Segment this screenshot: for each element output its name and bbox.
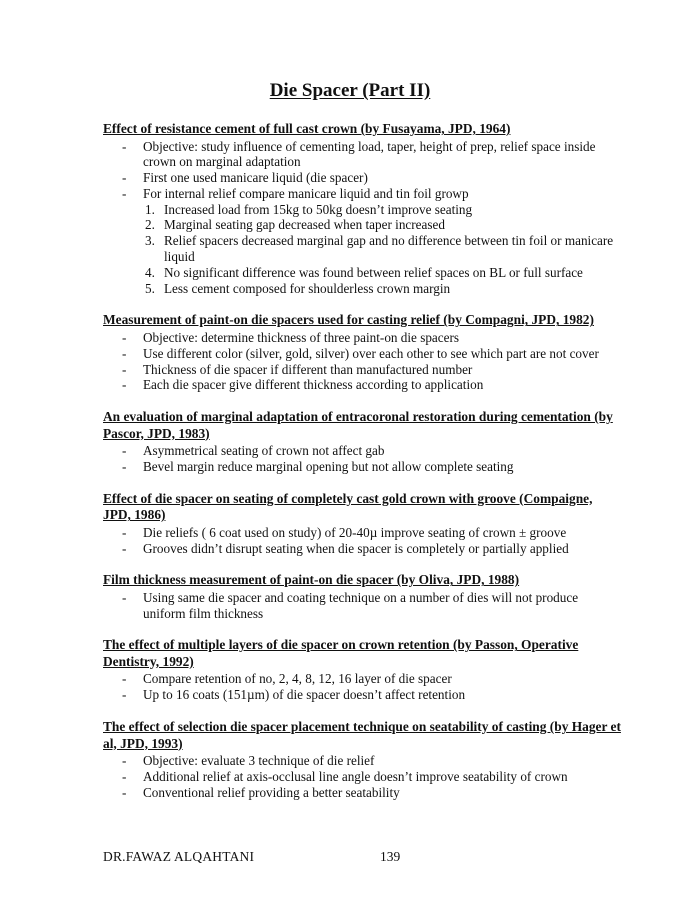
list-item (122, 138, 623, 171)
section-compaigne-1986 (103, 491, 623, 557)
list-item-text: Asymmetrical seating of crown not affect gab (143, 443, 385, 459)
section-heading: Measurement of paint-on die spacers used for casting relief (by Compagni, JPD, 1982) (103, 312, 594, 328)
list-item (122, 329, 623, 346)
numbered-item-text: Relief spacers decreased marginal gap and no difference between tin foil or manicare liquid (164, 233, 614, 265)
number-marker: 5. (145, 280, 155, 296)
list-item-text: Compare retention of no, 2, 4, 8, 12, 16 layer of die spacer (143, 671, 452, 687)
section-fusayama-1964 (103, 121, 623, 296)
number-marker: 2. (145, 217, 155, 233)
section-heading: The effect of selection die spacer placement technique on seatability of casting (by Hager et al, JPD, 1993) (103, 719, 621, 751)
page-title: Die Spacer (Part II) (269, 80, 431, 101)
numbered-item-text: Less cement composed for shoulderless crown margin (164, 280, 451, 296)
list-item-text: First one used manicare liquid (die spacer) (143, 170, 368, 186)
section-pascor-1983 (103, 409, 623, 475)
dash-marker: - (122, 361, 127, 377)
numbered-item (145, 217, 623, 233)
list-item (122, 458, 623, 475)
dash-marker: - (122, 377, 127, 393)
section-heading: Effect of resistance cement of full cast crown (by Fusayama, JPD, 1964) (103, 121, 511, 136)
section-heading: An evaluation of marginal adaptation of entracoronal restoration during cementation (by Pascor, JPD, 1983) (103, 409, 613, 441)
bullet-list (103, 330, 623, 393)
bullet-list (103, 139, 623, 202)
list-item (122, 671, 623, 687)
section-compagni-1982 (103, 312, 623, 393)
dash-marker: - (122, 671, 127, 687)
number-marker: 3. (145, 233, 155, 249)
list-item (122, 784, 623, 801)
list-item-text: Additional relief at axis-occlusal line angle doesn’t improve seatability of crown (143, 768, 568, 784)
numbered-list (103, 202, 623, 297)
bullet-list (103, 525, 623, 557)
document-body (103, 121, 623, 816)
dash-marker: - (122, 524, 127, 540)
dash-marker: - (122, 540, 127, 556)
list-item (122, 443, 623, 459)
list-item (122, 753, 623, 769)
list-item-text: Objective: determine thickness of three paint-on die spacers (143, 329, 460, 345)
bullet-list (103, 671, 623, 703)
numbered-item-text: Increased load from 15kg to 50kg doesn’t improve seating (164, 201, 473, 217)
bullet-list (103, 443, 623, 475)
numbered-item-text: Marginal seating gap decreased when taper increased (164, 217, 445, 233)
dash-marker: - (122, 138, 127, 154)
dash-marker: - (122, 768, 127, 784)
dash-marker: - (122, 784, 127, 800)
list-item (122, 361, 623, 378)
list-item-text: Grooves didn’t disrupt seating when die spacer is completely or partially applied (143, 540, 569, 556)
numbered-item (145, 280, 623, 297)
page-number: 139 (380, 849, 401, 864)
bullet-list (103, 753, 623, 800)
section-passon-1992 (103, 637, 623, 703)
dash-marker: - (122, 185, 127, 201)
list-item-text: Conventional relief providing a better seatability (143, 784, 400, 800)
number-marker: 4. (145, 264, 155, 280)
dash-marker: - (122, 345, 127, 361)
list-item (122, 377, 623, 393)
list-item-text: For internal relief compare manicare liquid and tin foil growp (143, 185, 469, 201)
section-heading: The effect of multiple layers of die spacer on crown retention (by Passon, Operative Dentistry, 1992) (103, 637, 579, 669)
list-item (122, 524, 623, 541)
numbered-item (145, 264, 623, 281)
section-heading: Film thickness measurement of paint-on die spacer (by Oliva, JPD, 1988) (103, 572, 520, 588)
list-item-text: Objective: study influence of cementing load, taper, height of prep, relief space inside crown on marginal adaptation (143, 138, 596, 170)
section-oliva-1988 (103, 572, 623, 621)
numbered-item (145, 201, 623, 218)
dash-marker: - (122, 458, 127, 474)
dash-marker: - (122, 443, 127, 459)
list-item (122, 589, 623, 622)
dash-marker: - (122, 329, 127, 345)
list-item (122, 540, 623, 557)
list-item (122, 687, 623, 703)
dash-marker: - (122, 170, 127, 186)
list-item-text: Using same die spacer and coating technique on a number of dies will not produce uniform film thickness (143, 589, 579, 621)
list-item (122, 768, 623, 785)
list-item-text: Die reliefs ( 6 coat used on study) of 20-40µ improve seating of crown ± groove (143, 524, 567, 540)
dash-marker: - (122, 753, 127, 769)
numbered-item (145, 233, 623, 265)
list-item-text: Each die spacer give different thickness according to application (143, 377, 484, 393)
number-marker: 1. (145, 201, 155, 217)
list-item (122, 345, 623, 362)
section-heading: Effect of die spacer on seating of completely cast gold crown with groove (Compaigne, JPD, 1986) (103, 490, 593, 523)
list-item-text: Up to 16 coats (151µm) of die spacer doesn’t affect retention (143, 687, 466, 703)
list-item-text: Thickness of die spacer if different than manufactured number (143, 361, 473, 377)
list-item (122, 185, 623, 202)
dash-marker: - (122, 687, 127, 703)
footer-author: DR.FAWAZ ALQAHTANI (103, 849, 255, 864)
dash-marker: - (122, 589, 127, 605)
list-item-text: Use different color (silver, gold, silver) over each other to see which part are not cover (143, 345, 599, 361)
numbered-item-text: No significant difference was found between relief spaces on BL or full surface (164, 264, 583, 280)
list-item (122, 170, 623, 186)
bullet-list (103, 590, 623, 622)
list-item-text: Objective: evaluate 3 technique of die relief (143, 753, 375, 769)
section-hager-1993 (103, 719, 623, 800)
list-item-text: Bevel margin reduce marginal opening but not allow complete seating (143, 458, 514, 474)
